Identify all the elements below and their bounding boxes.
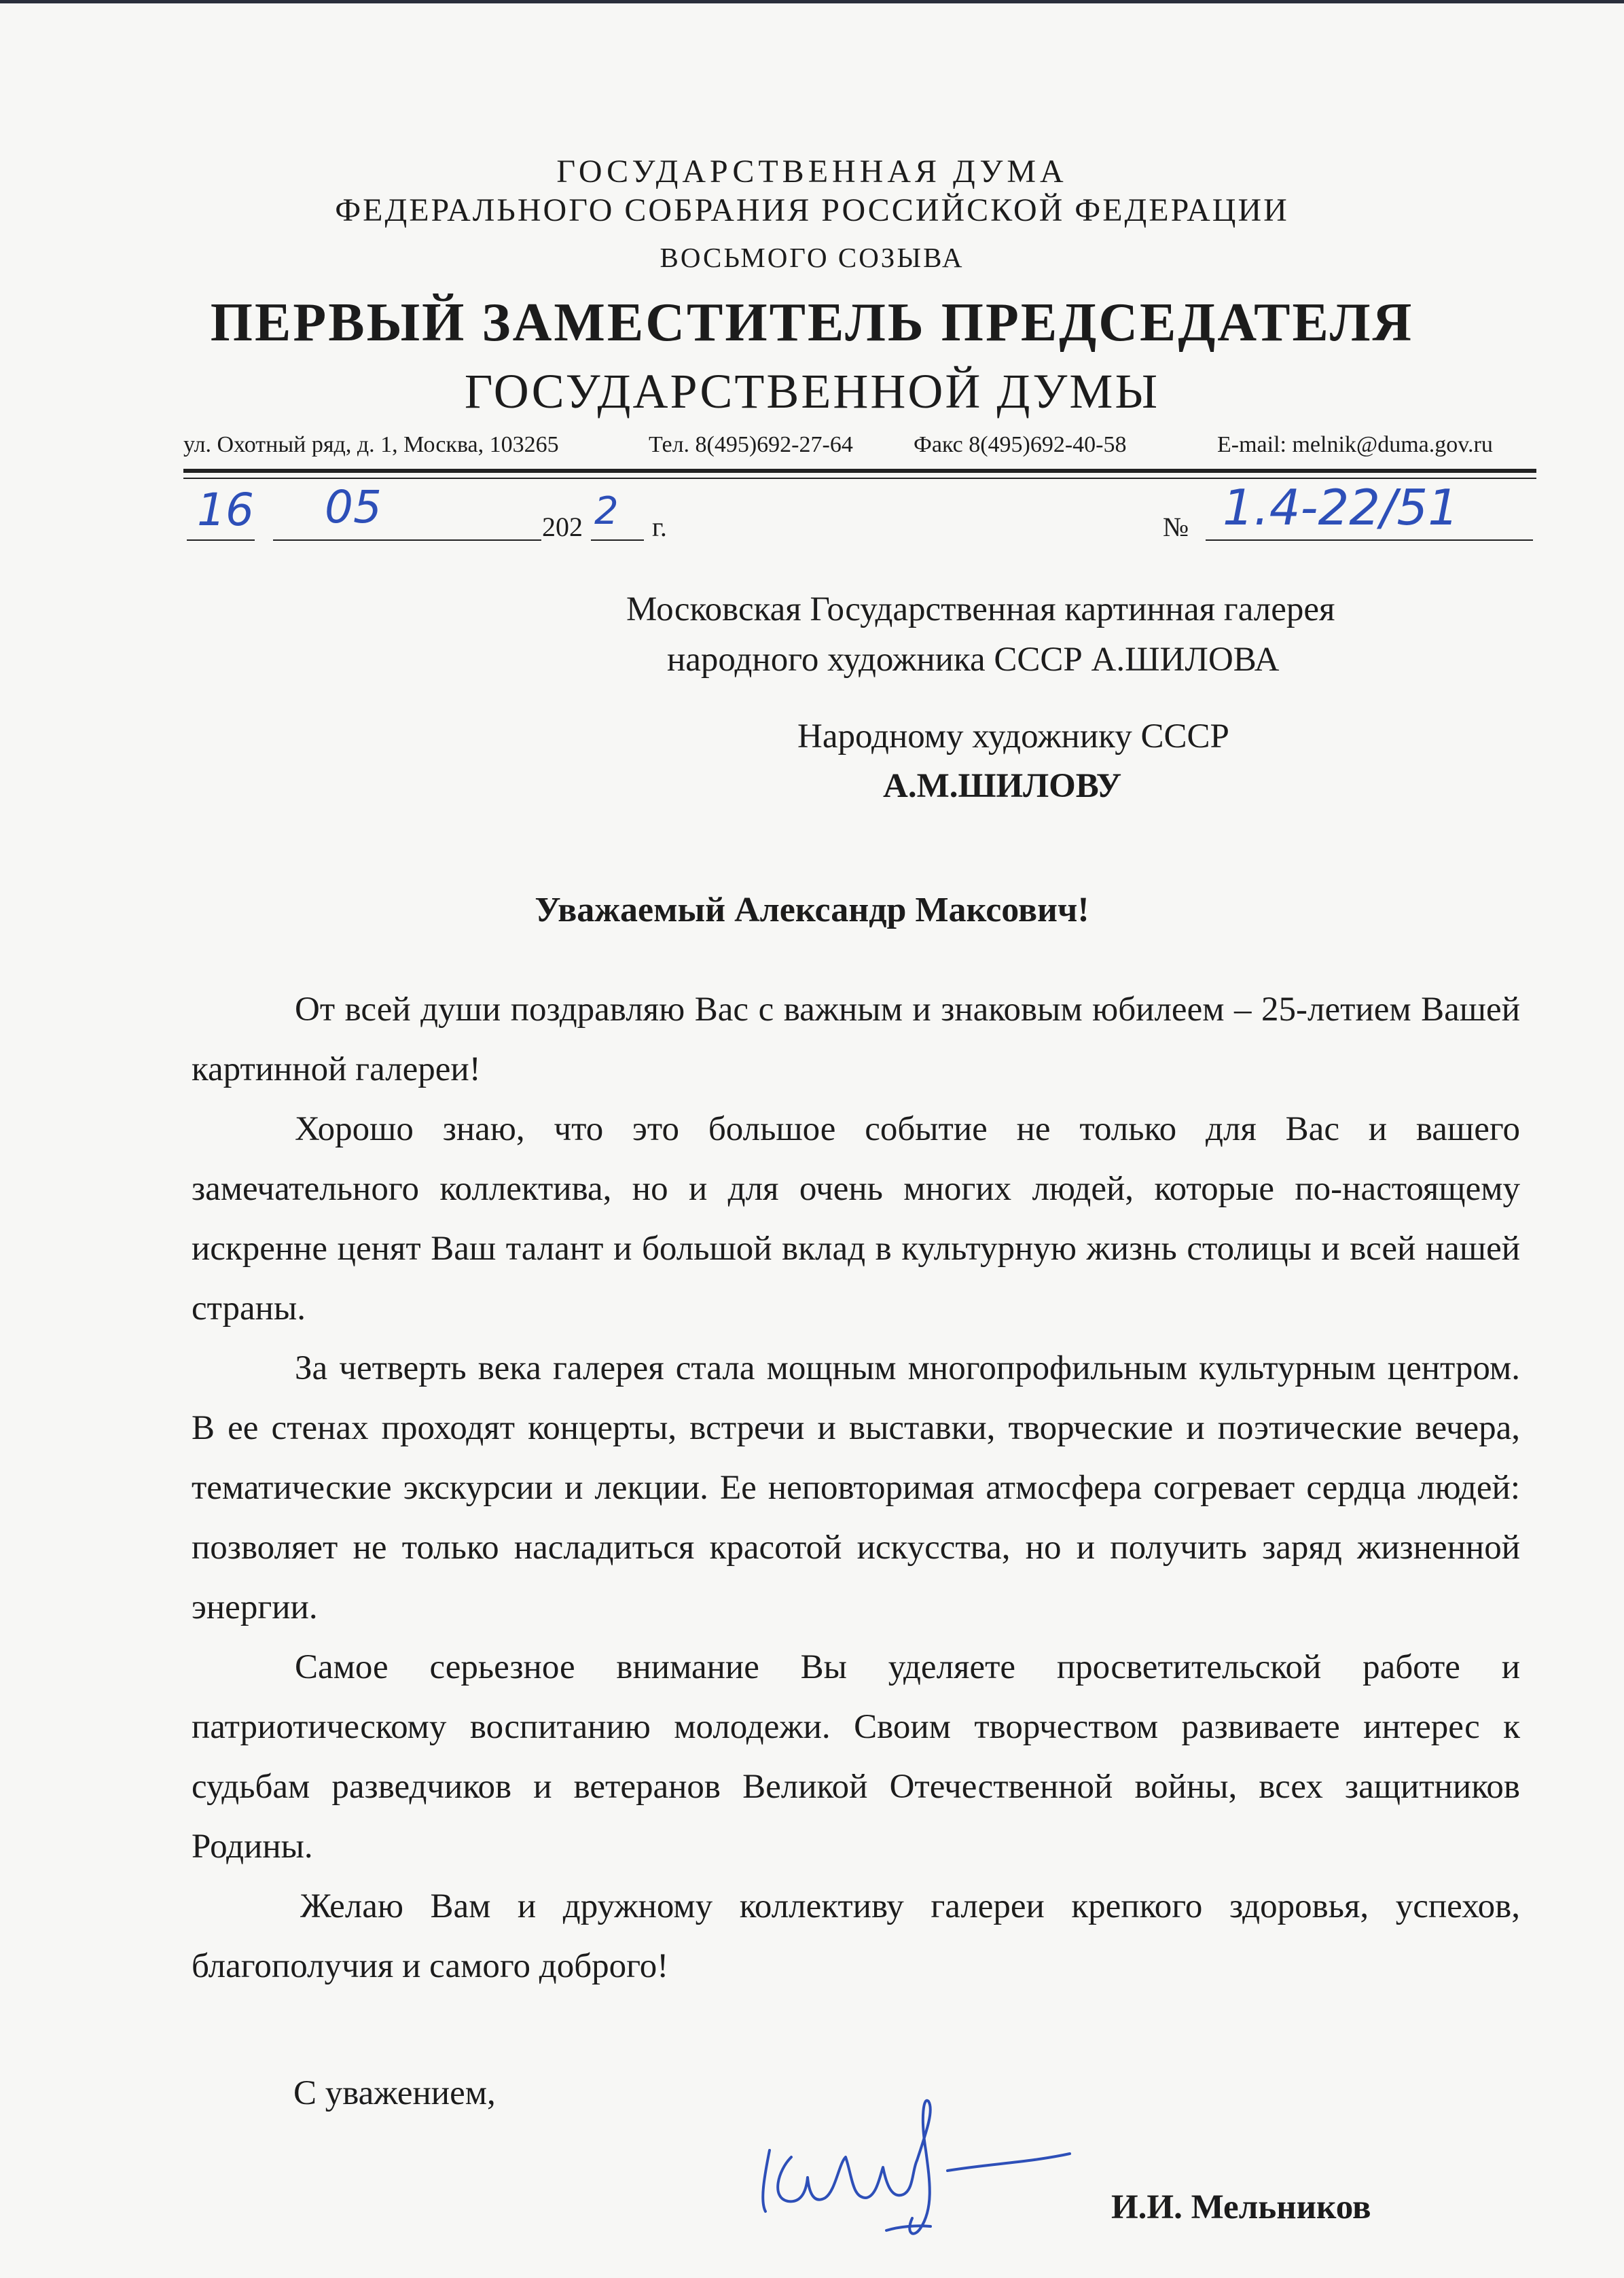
paragraph-2: Хорошо знаю, что это большое событие не только для Вас и вашего замечательного коллектива, но и для очень многих людей, которые по-настоящему искренне ценят Ваш талант и большой вклад в культурную жизнь столицы и всей нашей страны. xyxy=(192,1110,1520,1328)
recipient-org-line2: народного художника СССР А.ШИЛОВА xyxy=(667,641,1280,679)
org-name-line1: ГОСУДАРСТВЕННАЯ ДУМА xyxy=(556,154,1068,190)
signer-name: И.И. Мельников xyxy=(1111,2188,1371,2226)
month-handwritten: 05 xyxy=(325,481,382,533)
convocation: ВОСЬМОГО СОЗЫВА xyxy=(660,242,964,273)
letter-body xyxy=(192,980,1520,1996)
year-prefix: 202 xyxy=(542,512,583,542)
handwritten-signature xyxy=(751,2089,1104,2245)
number-sign: № xyxy=(1163,512,1189,542)
year-handwritten: 2 xyxy=(594,489,619,533)
number-handwritten: 1.4-22/51 xyxy=(1223,479,1459,536)
header-rule-thick xyxy=(183,469,1536,473)
phone: Тел. 8(495)692-27-64 xyxy=(649,432,853,457)
paragraph-4: Самое серьезное внимание Вы уделяете просветительской работе и патриотическому воспитанию молодежи. Своим творчеством развиваете интерес к судьбам разведчиков и ветеранов Великой Отечественной войны, всех защитников Родины. xyxy=(192,1648,1520,1866)
paragraph-3: За четверть века галерея стала мощным многопрофильным культурным центром. В ее стенах проходят концерты, встречи и выставки, творческие и поэтические вечера, тематические экскурсии и лекции. Ее неповторимая атмосфера согревает сердца людей: позволяет не только насладиться красотой искусства, но и получить заряд жизненной энергии. xyxy=(192,1349,1520,1626)
position-title: ПЕРВЫЙ ЗАМЕСТИТЕЛЬ ПРЕДСЕДАТЕЛЯ xyxy=(210,293,1414,353)
number-underline xyxy=(1206,539,1533,541)
recipient-person-name: А.М.ШИЛОВУ xyxy=(883,767,1122,805)
day-underline xyxy=(187,539,255,541)
day-handwritten: 16 xyxy=(197,484,254,536)
paragraph-1: От всей души поздравляю Вас с важным и знаковым юбилеем – 25-летием Вашей картинной галереи! xyxy=(192,991,1520,1088)
recipient-org-line1: Московская Государственная картинная галерея xyxy=(626,590,1335,628)
scan-top-edge xyxy=(0,0,1624,3)
fax: Факс 8(495)692-40-58 xyxy=(914,432,1127,457)
address: ул. Охотный ряд, д. 1, Москва, 103265 xyxy=(183,432,559,457)
greeting: Уважаемый Александр Максович! xyxy=(535,891,1089,929)
closing: С уважением, xyxy=(293,2074,496,2112)
month-underline xyxy=(273,539,541,541)
year-suffix: г. xyxy=(652,512,667,542)
position-subtitle: ГОСУДАРСТВЕННОЙ ДУМЫ xyxy=(464,364,1160,419)
year-underline xyxy=(591,539,644,541)
org-name-line2: ФЕДЕРАЛЬНОГО СОБРАНИЯ РОССИЙСКОЙ ФЕДЕРАЦИИ xyxy=(335,192,1289,228)
email: E-mail: melnik@duma.gov.ru xyxy=(1217,432,1493,457)
recipient-person-title: Народному художнику СССР xyxy=(797,717,1229,755)
paragraph-5: Желаю Вам и дружному коллективу галереи крепкого здоровья, успехов, благополучия и самого доброго! xyxy=(192,1887,1520,1985)
